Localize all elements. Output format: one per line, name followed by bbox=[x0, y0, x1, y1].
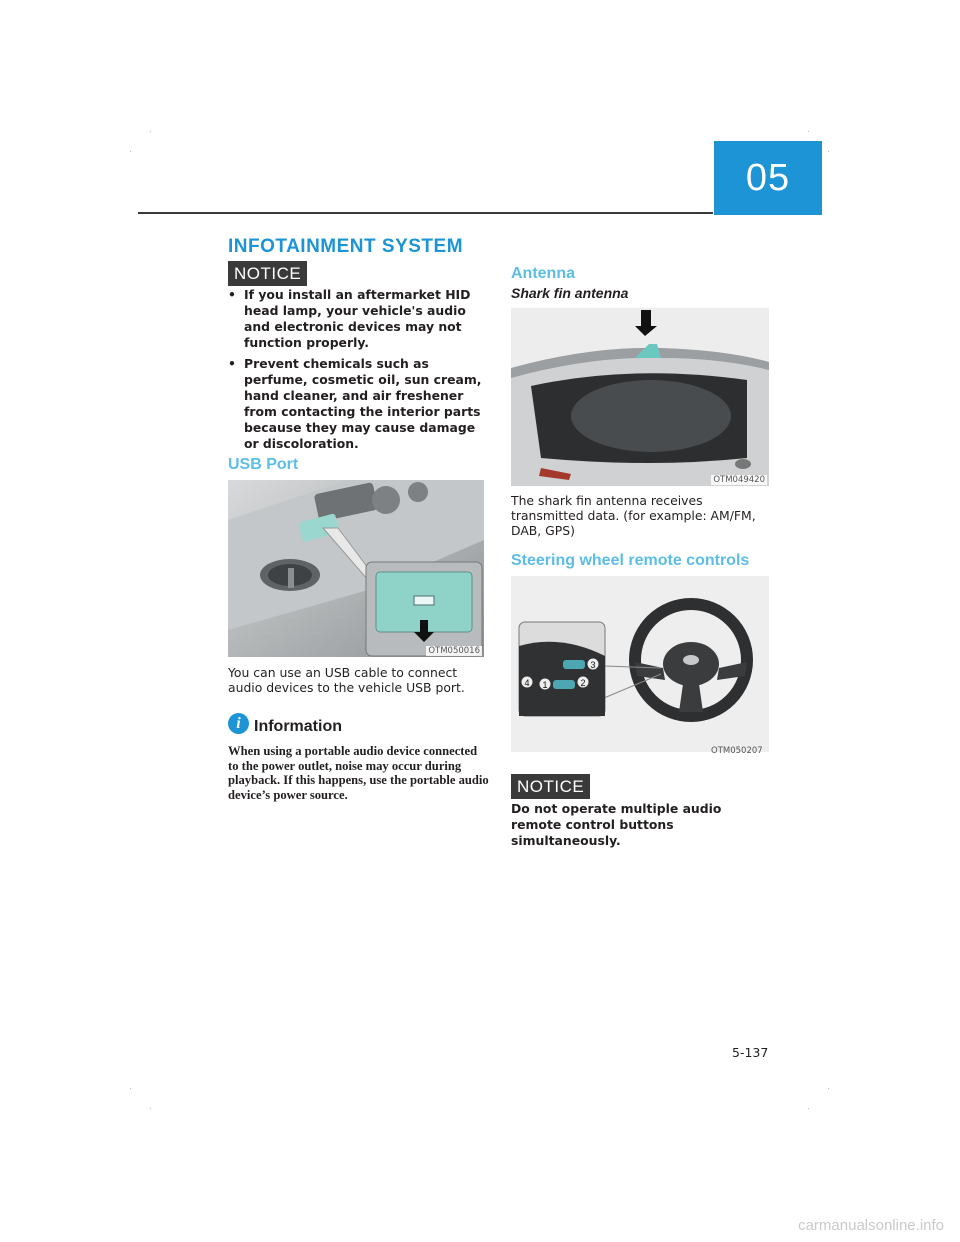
figure-code: OTM050207 bbox=[711, 746, 763, 756]
usb-heading: USB Port bbox=[228, 456, 299, 473]
callout-4: 4 bbox=[524, 678, 530, 688]
information-title: Information bbox=[254, 718, 342, 735]
crop-mark bbox=[150, 131, 151, 132]
info-icon: i bbox=[228, 713, 249, 734]
information-text: When using a portable audio device connected to the power outlet, noise may occur during playback. If this happens, use the portable audio device’s power source. bbox=[228, 744, 489, 802]
antenna-subheading: Shark fin antenna bbox=[511, 285, 629, 301]
steering-wheel-illustration bbox=[511, 576, 769, 752]
crop-mark bbox=[150, 1108, 151, 1109]
crop-mark bbox=[130, 1088, 131, 1089]
notice-item: • If you install an aftermarket HID head lamp, your vehicle's audio and electronic devices may not function properly. bbox=[228, 287, 486, 351]
usb-text: You can use an USB cable to connect audio devices to the vehicle USB port. bbox=[228, 665, 465, 695]
antenna-figure bbox=[511, 308, 769, 486]
figure-code: OTM050016 bbox=[428, 646, 480, 656]
notice2-text: Do not operate multiple audio remote control buttons simultaneously. bbox=[511, 801, 722, 848]
header-rule bbox=[138, 212, 713, 214]
watermark: carmanualsonline.info bbox=[798, 1217, 944, 1234]
section-title: INFOTAINMENT SYSTEM bbox=[228, 236, 464, 257]
callout-3: 3 bbox=[590, 660, 596, 670]
callout-2: 2 bbox=[580, 678, 586, 688]
crop-mark bbox=[828, 151, 829, 152]
crop-mark bbox=[808, 1108, 809, 1109]
steering-figure bbox=[511, 576, 769, 752]
notice-item: • Prevent chemicals such as perfume, cosmetic oil, sun cream, hand cleaner, and air freshener from contacting the interior parts because they may cause damage or discoloration. bbox=[228, 356, 486, 452]
crop-mark bbox=[828, 1088, 829, 1089]
figure-code: OTM049420 bbox=[713, 475, 765, 485]
crop-mark bbox=[130, 151, 131, 152]
shark-fin-illustration bbox=[511, 308, 769, 486]
antenna-heading: Antenna bbox=[511, 265, 575, 282]
antenna-text: The shark fin antenna receives transmitted data. (for example: AM/FM, DAB, GPS) bbox=[511, 493, 756, 538]
notice-badge: NOTICE bbox=[228, 261, 307, 286]
chapter-tab: 05 bbox=[714, 141, 822, 215]
callout-1: 1 bbox=[542, 680, 548, 690]
usb-figure bbox=[228, 480, 484, 657]
notice-list bbox=[228, 287, 486, 457]
page-number: 5-137 bbox=[732, 1045, 769, 1060]
crop-mark bbox=[808, 131, 809, 132]
usb-console-illustration bbox=[228, 480, 484, 657]
steering-heading: Steering wheel remote controls bbox=[511, 552, 750, 569]
notice-badge: NOTICE bbox=[511, 774, 590, 799]
